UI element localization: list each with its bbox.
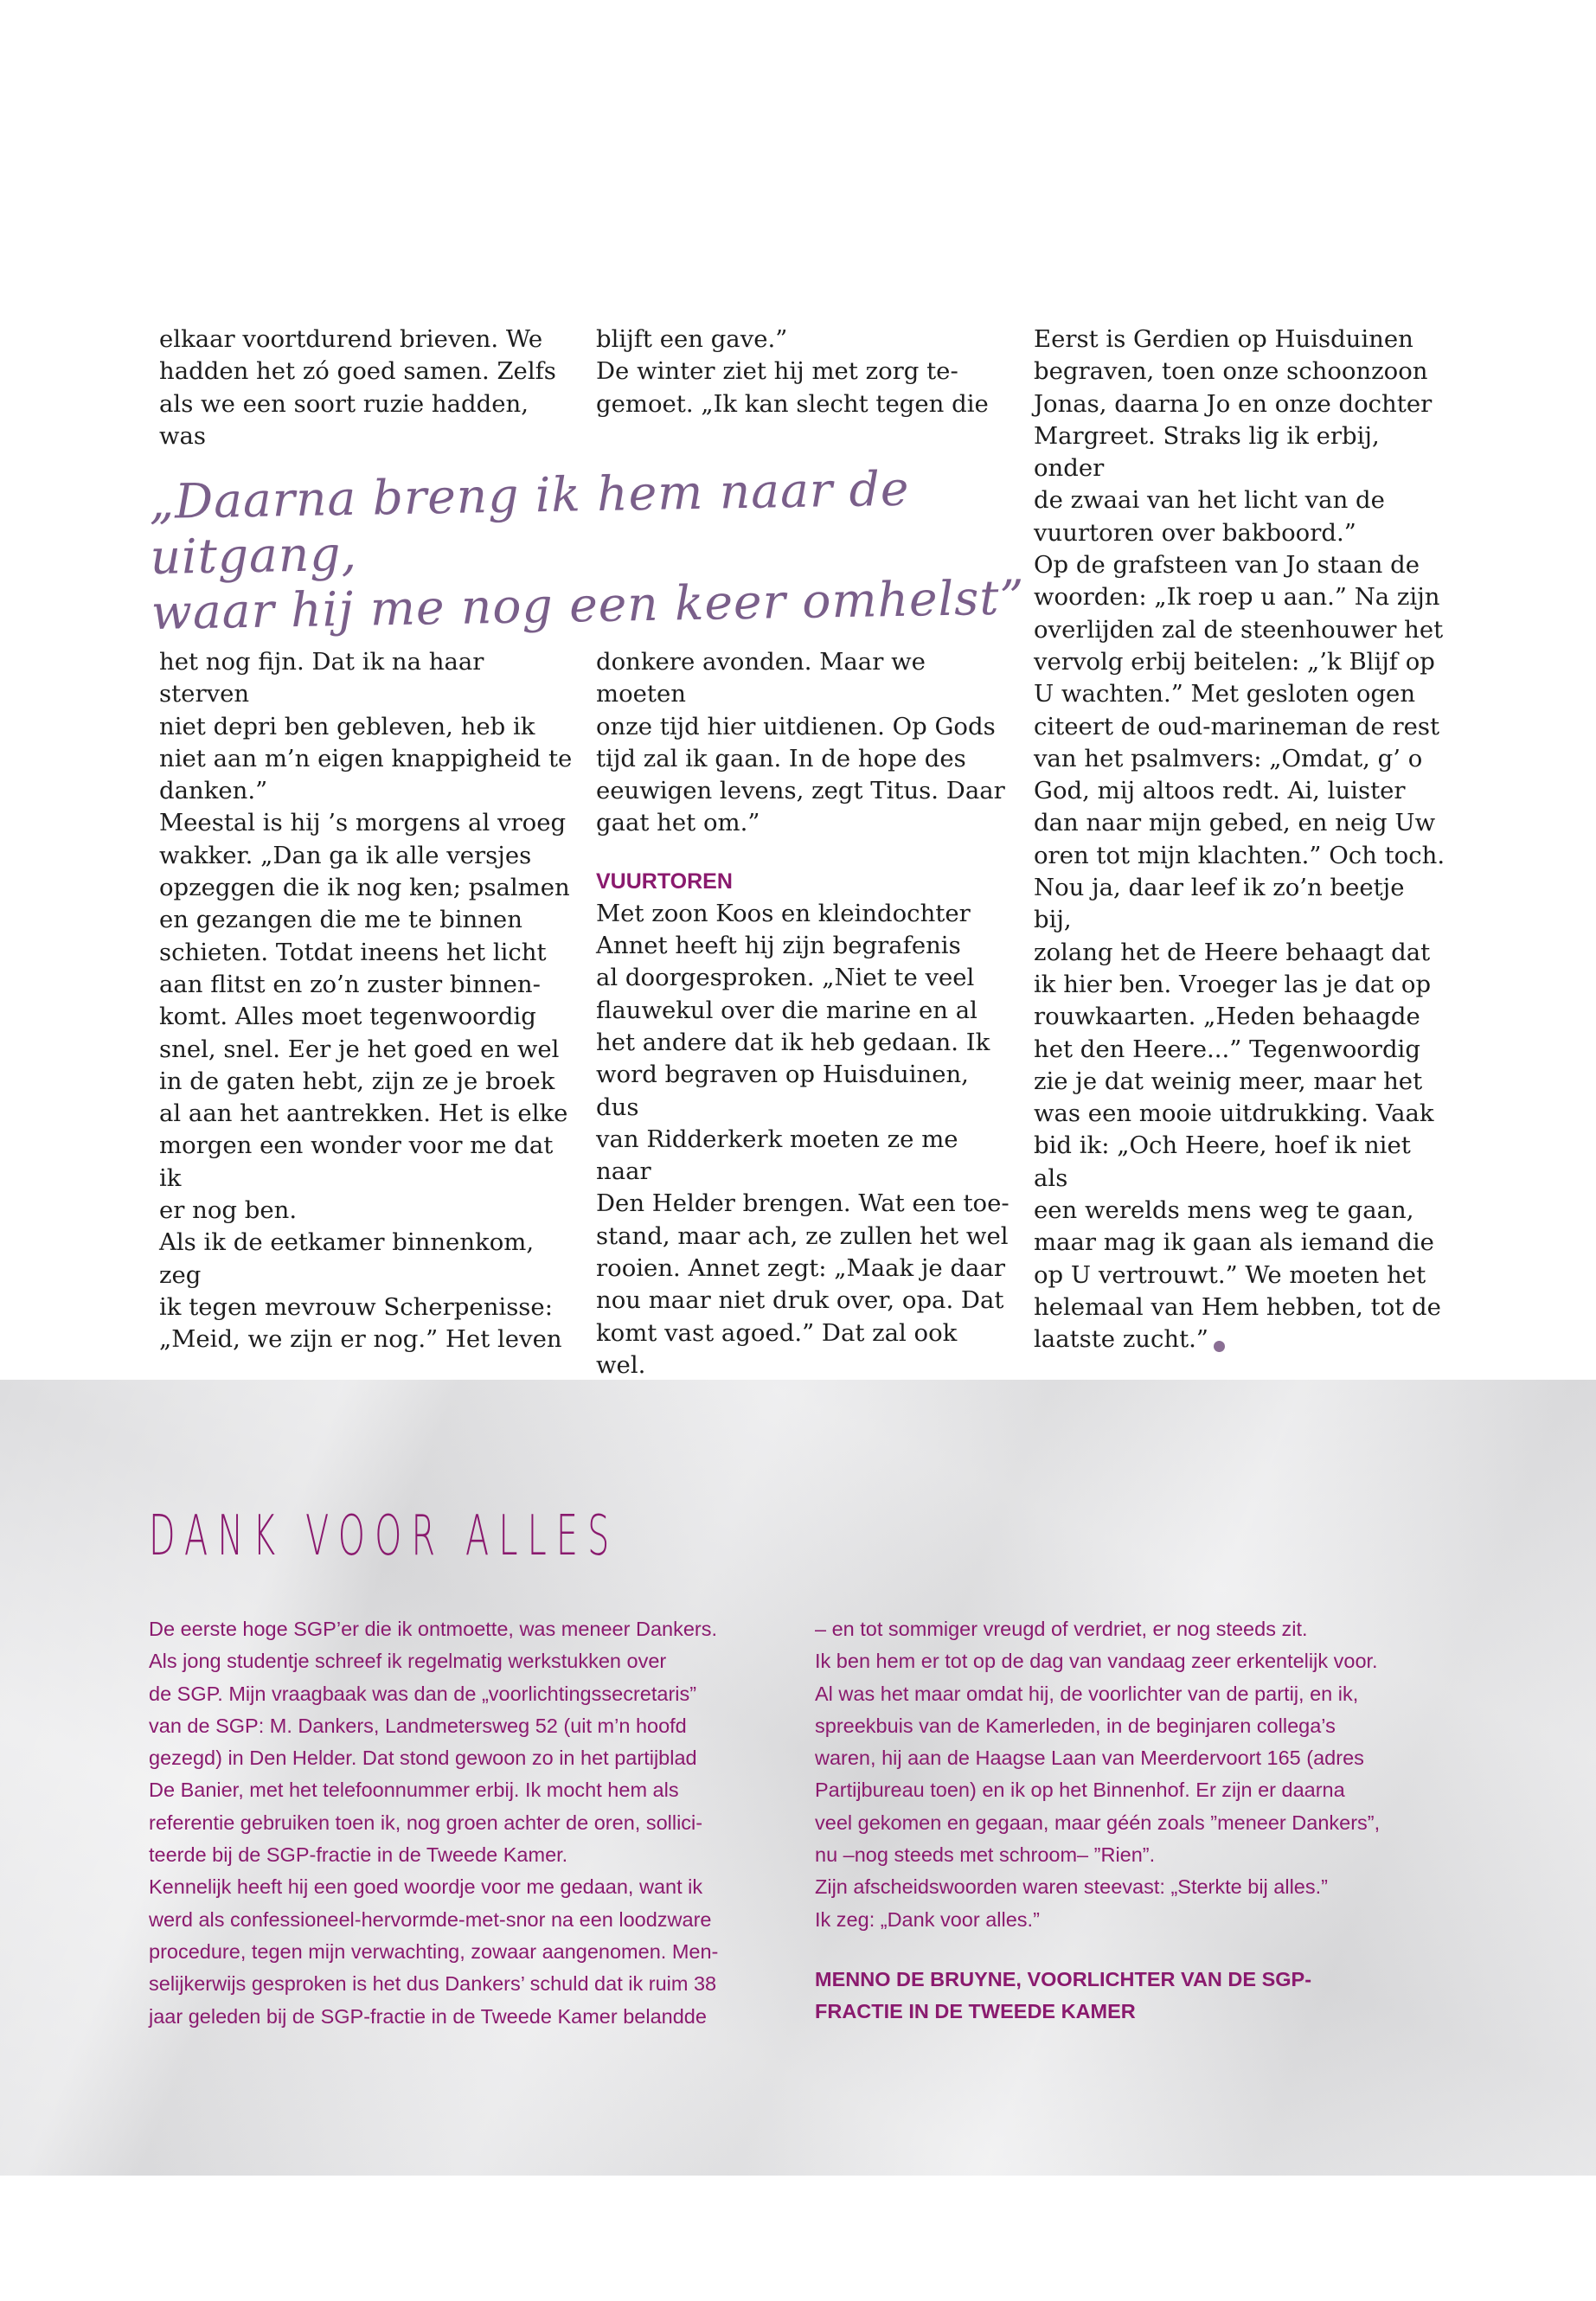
text-line: eeuwigen levens, zegt Titus. Daar (596, 777, 1005, 805)
text-line: donkere avonden. Maar we moeten (596, 648, 926, 708)
text-line: elkaar voortdurend brieven. We (159, 325, 543, 353)
text-line: Nou ja, daar leef ik zo’n beetje bij, (1034, 874, 1405, 934)
text-line: jaar geleden bij de SGP-fractie in de Tweede Kamer belandde (149, 2004, 707, 2028)
text-line: overlijden zal de steenhouwer het (1034, 615, 1444, 644)
text-line: hadden het zó goed samen. Zelfs (159, 357, 556, 386)
text-line: bid ik: „Och Heere, hoef ik niet als (1034, 1131, 1411, 1192)
text-line: werd als confessioneel-hervormde-met-snor na een loodzware (149, 1907, 712, 1931)
text-line: niet aan m’n eigen knappigheid te (159, 744, 573, 772)
text-line: Kennelijk heeft hij een goed woordje voor me gedaan, want ik (149, 1875, 703, 1899)
text-line: op U vertrouwt.” We moeten het (1034, 1260, 1426, 1289)
text-line: flauwekul over die marine en al (596, 996, 977, 1024)
article-column-1-bottom (159, 646, 574, 1356)
text-line: blijft een gave.” (596, 325, 788, 353)
text-line: veel gekomen en gegaan, maar géén zoals ”meneer Dankers”, (815, 1811, 1381, 1834)
text-line: dan naar mijn gebed, en neig Uw (1034, 809, 1436, 837)
article-column-3 (1034, 324, 1449, 1356)
text-line: – en tot sommiger vreugd of verdriet, er nog steeds zit. (815, 1618, 1308, 1640)
article-column-2-top (596, 324, 1011, 420)
text-line: Met zoon Koos en kleindochter (596, 899, 971, 927)
text-line: was een mooie uitdrukking. Vaak (1034, 1099, 1434, 1128)
pull-quote-line: „Daarna breng ik hem naar de uitgang, (149, 460, 910, 585)
text-line: Den Helder brengen. Wat een toe- (596, 1189, 1010, 1218)
pull-quote-line: waar hij me nog een keer omhelst” (151, 569, 1026, 640)
text-line: er nog ben. (159, 1196, 298, 1225)
text-line: Margreet. Straks lig ik erbij, onder (1034, 421, 1380, 483)
text-line: morgen een wonder voor me dat ik (159, 1131, 554, 1192)
text-line: selijkerwijs gesproken is het dus Dankers’ schuld dat ik ruim 38 (149, 1972, 717, 1996)
text-line-text: laatste zucht.” (1034, 1325, 1208, 1354)
article-column-1-top (159, 324, 574, 452)
text-line: procedure, tegen mijn verwachting, zowaar aangenomen. Men- (149, 1939, 719, 1963)
author-credit: MENNO DE BRUYNE, VOORLICHTER VAN DE SGP-FRACTIE IN DE TWEEDE KAMER (815, 1967, 1312, 2023)
text-line: gemoet. „Ik kan slecht tegen die (596, 389, 989, 418)
text-line: in de gaten hebt, zijn ze je broek (159, 1067, 555, 1095)
text-line: zolang het de Heere behaagt dat (1034, 938, 1431, 966)
panel-title: DANK VOOR ALLES (149, 1504, 619, 1568)
text-line: vuurtoren over bakboord.” (1034, 518, 1356, 547)
text-line: „Meid, we zijn er nog.” Het leven (159, 1325, 562, 1354)
text-line: Annet heeft hij zijn begrafenis (596, 932, 961, 960)
text-line: gezegd) in Den Helder. Dat stond gewoon zo in het partijblad (149, 1747, 697, 1770)
text-line: Al was het maar omdat hij, de voorlichter van de partij, en ik, (815, 1682, 1359, 1705)
text-line: nu –nog steeds met schroom– ”Rien”. (815, 1843, 1156, 1867)
text-line: De winter ziet hij met zorg te- (596, 357, 958, 386)
text-line: rooien. Annet zegt: „Maak je daar (596, 1254, 1005, 1283)
text-line: en gezangen die me te binnen (159, 906, 522, 934)
text-line: van Ridderkerk moeten ze me naar (596, 1125, 958, 1186)
text-line: onze tijd hier uitdienen. Op Gods (596, 712, 996, 740)
text-line: referentie gebruiken toen ik, nog groen achter de oren, sollici- (149, 1811, 703, 1834)
text-line: stand, maar ach, ze zullen het wel (596, 1221, 1009, 1250)
text-line: citeert de oud-marineman de rest (1034, 712, 1440, 740)
text-line: komt vast agoed.” Dat zal ook wel. (596, 1318, 958, 1379)
text-line: de SGP. Mijn vraagbaak was dan de „voorlichtingssecretaris” (149, 1682, 697, 1705)
text-line: rouwkaarten. „Heden behaagde (1034, 1003, 1420, 1031)
text-line: de zwaai van het licht van de (1034, 486, 1385, 515)
text-line: van het psalmvers: „Omdat, g’ o (1034, 744, 1423, 772)
panel-column-left (149, 1613, 798, 2033)
text-line: van de SGP: M. Dankers, Landmetersweg 52 (uit m’n hoofd (149, 1714, 687, 1737)
end-mark-icon (1214, 1341, 1225, 1352)
text-line: snel, snel. Eer je het goed en wel (159, 1035, 560, 1063)
text-line: Ik zeg: „Dank voor alles.” (815, 1907, 1040, 1931)
text-line: danken.” (159, 777, 268, 805)
text-line: Als ik de eetkamer binnenkom, zeg (159, 1228, 535, 1289)
text-line: teerde bij de SGP-fractie in de Tweede Kamer. (149, 1843, 568, 1867)
text-line: helemaal van Hem hebben, tot de (1034, 1292, 1441, 1321)
text-line: Ik ben hem er tot op de dag van vandaag zeer erkentelijk voor. (815, 1650, 1378, 1673)
text-line: een werelds mens weg te gaan, (1034, 1196, 1414, 1225)
text-line: woorden: „Ik roep u aan.” Na zijn (1034, 583, 1440, 612)
text-line: wakker. „Dan ga ik alle versjes (159, 841, 532, 869)
text-line: als we een soort ruzie hadden, was (159, 389, 529, 450)
text-line: God, mij altoos redt. Ai, luister (1034, 777, 1406, 805)
text-line: Op de grafsteen van Jo staan de (1034, 551, 1420, 580)
subhead-vuurtoren: VUURTOREN (596, 868, 733, 894)
text-line: al doorgesproken. „Niet te veel (596, 964, 975, 992)
text-line: De eerste hoge SGP’er die ik ontmoette, was meneer Dankers. (149, 1618, 718, 1640)
text-line: Eerst is Gerdien op Huisduinen (1034, 325, 1413, 353)
text-line: De Banier, met het telefoonnummer erbij. Ik mocht hem als (149, 1779, 679, 1802)
text-line: Zijn afscheidswoorden waren steevast: „Sterkte bij alles.” (815, 1875, 1328, 1899)
text-line: U wachten.” Met gesloten ogen (1034, 680, 1416, 708)
article-column-2-bottom (596, 646, 1011, 1381)
text-line: oren tot mijn klachten.” Och toch. (1034, 841, 1445, 869)
text-line: opzeggen die ik nog ken; psalmen (159, 874, 570, 902)
text-line: maar mag ik gaan als iemand die (1034, 1228, 1434, 1257)
text-line: het den Heere...” Tegenwoordig (1034, 1035, 1420, 1063)
text-line: het nog fijn. Dat ik na haar sterven (159, 648, 484, 708)
text-line: gaat het om.” (596, 809, 760, 837)
text-line: ik tegen mevrouw Scherpenisse: (159, 1292, 553, 1321)
text-line: komt. Alles moet tegenwoordig (159, 1003, 536, 1031)
text-line: waren, hij aan de Haagse Laan van Meerdervoort 165 (adres (815, 1747, 1364, 1770)
text-line: schieten. Totdat ineens het licht (159, 938, 547, 966)
text-line-last (1034, 1324, 1449, 1356)
text-line: aan flitst en zo’n zuster binnen- (159, 970, 541, 998)
text-line: al aan het aantrekken. Het is elke (159, 1099, 568, 1128)
panel-column-right (815, 1613, 1472, 2029)
text-line: Partijbureau toen) en ik op het Binnenhof. Er zijn er daarna (815, 1779, 1345, 1802)
text-line: Jonas, daarna Jo en onze dochter (1034, 389, 1433, 418)
text-line: ik hier ben. Vroeger las je dat op (1034, 970, 1432, 998)
text-line: het andere dat ik heb gedaan. Ik (596, 1028, 990, 1056)
text-line: spreekbuis van de Kamerleden, in de beginjaren collega’s (815, 1714, 1336, 1737)
text-line: niet depri ben gebleven, heb ik (159, 712, 535, 740)
text-line: tijd zal ik gaan. In de hope des (596, 744, 966, 772)
text-line: Meestal is hij ’s morgens al vroeg (159, 809, 567, 837)
text-line: word begraven op Huisduinen, dus (596, 1061, 969, 1121)
text-line: Als jong studentje schreef ik regelmatig werkstukken over (149, 1650, 667, 1673)
dank-voor-alles-panel (0, 1380, 1596, 2176)
text-line: begraven, toen onze schoonzoon (1034, 357, 1428, 386)
text-line: zie je dat weinig meer, maar het (1034, 1067, 1423, 1095)
pull-quote (149, 458, 1025, 640)
text-line: nou maar niet druk over, opa. Dat (596, 1286, 1004, 1315)
text-line: vervolg erbij beitelen: „’k Blijf op (1034, 647, 1435, 676)
